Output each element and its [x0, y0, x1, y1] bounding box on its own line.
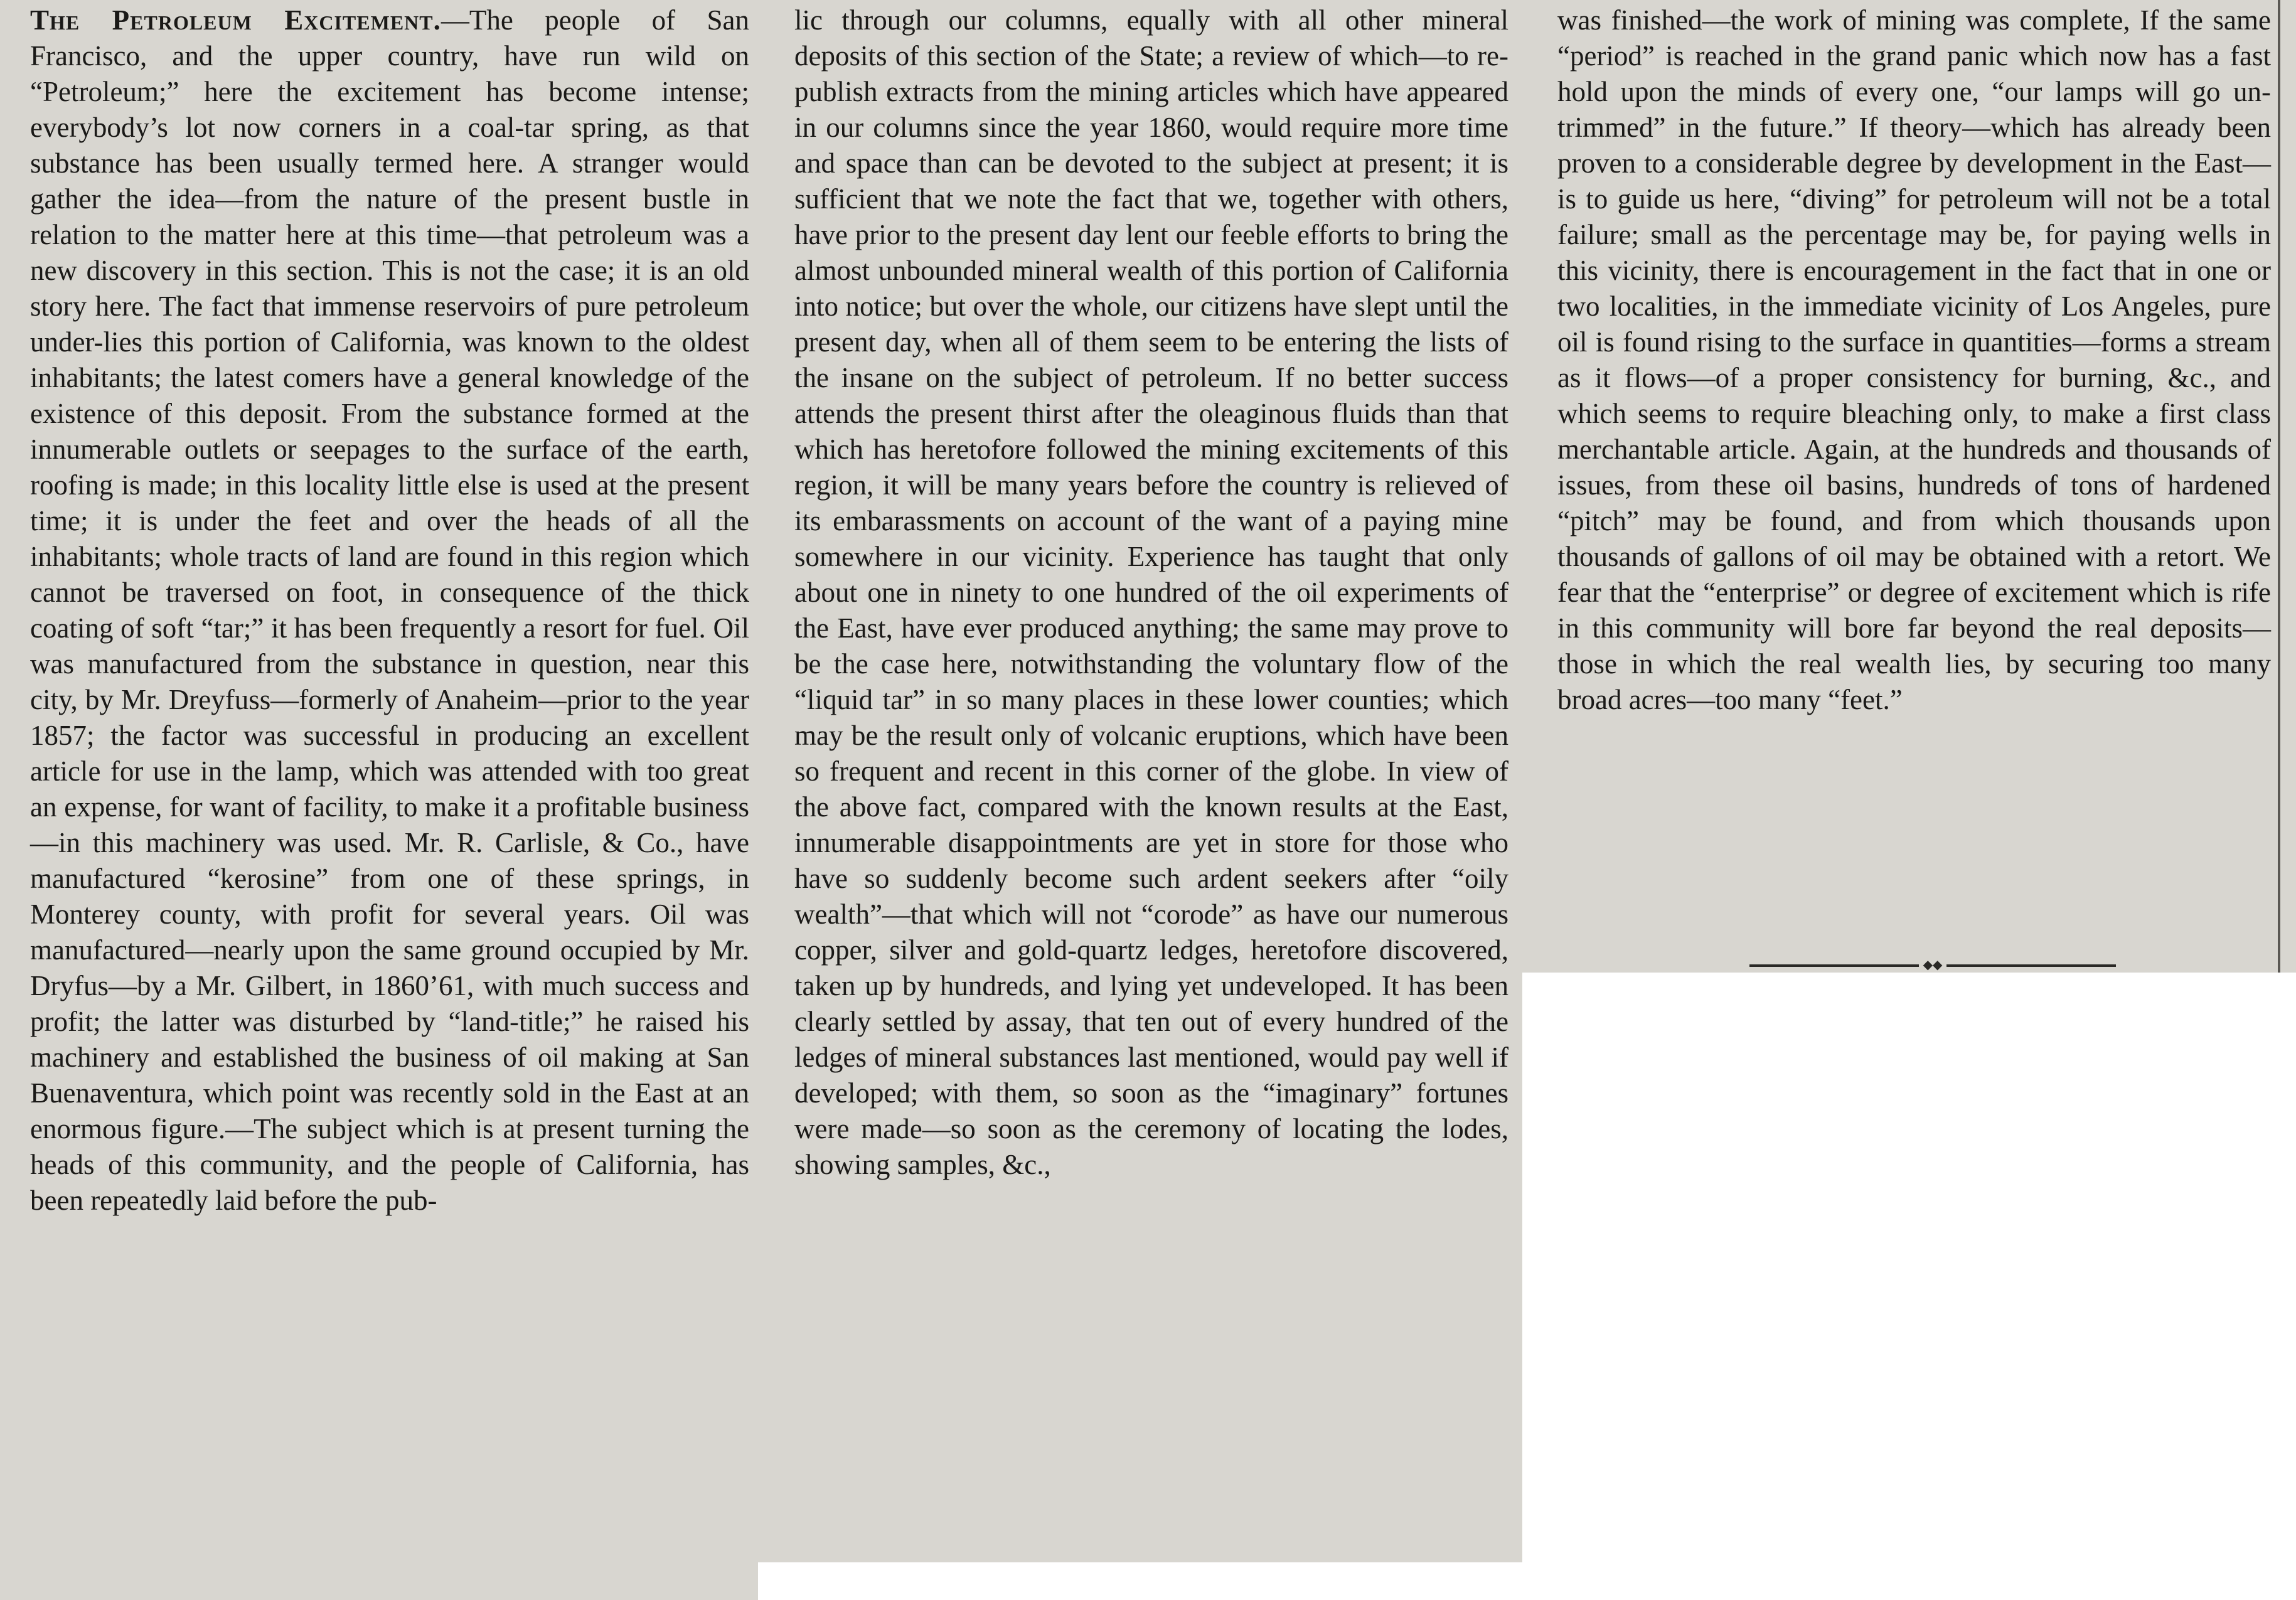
article-column-1 [0, 0, 758, 1600]
article-column-3 [1522, 0, 2296, 973]
end-of-article-divider [1726, 957, 2140, 972]
divider-line-right [1946, 964, 2116, 967]
column-2-text: lic through our columns, equally with all other mineral deposits of this section of the State; a review of which—to re-publish extracts from the mining articles which have appeared in our columns since the year 1860, would require more time and space than can be devoted to the subject at present; it is sufficient that we note the fact that we, together with others, have prior to the present day lent our feeble efforts to bring the almost unbounded mineral wealth of this portion of California into notice; but over the whole, our citizens have slept until the present day, when all of them seem to be entering the lists of the insane on the subject of petroleum. If no better success attends the present thirst after the oleaginous fluids than that which has heretofore followed the mining excitements of this region, it will be many years before the country is relieved of its embarassments on account of the want of a paying mine somewhere in our vicinity. Experience has taught that only about one in ninety to one hundred of the oil experiments of the East, have ever produced anything; the same may prove to be the case here, notwithstanding the voluntary flow of the “liquid tar” in so many places in these lower counties; which may be the result only of volcanic eruptions, which have been so frequent and recent in this corner of the globe. In view of the above fact, compared with the known results at the East, innumerable disappointments are yet in store for those who have so suddenly become such ardent seekers after “oily wealth”—that which will not “corode” as have our numerous copper, silver and gold-quartz ledges, heretofore discovered, taken up by hundreds, and lying yet undeveloped. It has been clearly settled by assay, that ten out of every hundred of the ledges of mineral substances last mentioned, would pay well if developed; with them, so soon as the “imaginary” fortunes were made—so soon as the ceremony of locating the lodes, showing samples, &c., [794, 4, 1508, 1180]
article-heading: The Petroleum Excitement. [30, 4, 441, 36]
article-paragraph-1 [30, 3, 749, 1219]
divider-line-left [1749, 964, 1919, 967]
divider-ornament-icon: ◆◆ [1923, 957, 1943, 972]
column-rule-right [2278, 0, 2280, 973]
column-3-text: was finished—the work of mining was complete, If the same “period” is reached in the grand panic which now has a fast hold upon the minds of every one, “our lamps will go un-trimmed” in the future.” If theory—which has already been proven to a considerable degree by development in the East—is to guide us here, “diving” for petroleum will not be a total failure; small as the percentage may be, for paying wells in this vicinity, there is encouragement in the fact that in one or two localities, in the immediate vicinity of Los Angeles, pure oil is found rising to the surface in quantities—forms a stream as it flows—of a proper consistency for burning, &c., and which seems to require bleaching only, to make a first class merchantable article. Again, at the hundreds and thousands of issues, from these oil basins, hundreds of tons of hardened “pitch” may be found, and from which thousands upon thousands of gallons of oil may be obtained with a retort. We fear that the “enterprise” or degree of excitement which is rife in this community will bore far beyond the real deposits—those in which the real wealth lies, by securing too many broad acres—too many “feet.” [1557, 4, 2271, 715]
column-1-text: —The people of San Francisco, and the upper country, have run wild on “Petroleum;” here the excitement has become intense; everybody’s lot now corners in a coal-tar spring, as that substance has been usually termed here. A stranger would gather the idea—from the nature of the present bustle in relation to the matter here at this time—that petroleum was a new discovery in this section. This is not the case; it is an old story here. The fact that immense reservoirs of pure petroleum under-lies this portion of California, was known to the oldest inhabitants; the latest comers have a general knowledge of the existence of this deposit. From the substance formed at the innumerable outlets or seepages to the surface of the earth, roofing is made; in this locality little else is used at the present time; it is under the feet and over the heads of all the inhabitants; whole tracts of land are found in this region which cannot be traversed on foot, in consequence of the thick coating of soft “tar;” it has been frequently a resort for fuel. Oil was manufactured from the substance in question, near this city, by Mr. Dreyfuss—formerly of Anaheim—prior to the year 1857; the factor was successful in producing an excellent article for use in the lamp, which was attended with too great an expense, for want of facility, to make it a profitable business—in this machinery was used. Mr. R. Carlisle, & Co., have manufactured “kerosine” from one of these springs, in Monterey county, with profit for several years. Oil was manufactured—nearly upon the same ground occupied by Mr. Dryfus—by a Mr. Gilbert, in 1860’61, with much success and profit; the latter was disturbed by “land-title;” he raised his machinery and established the business of oil making at San Buenaventura, which point was recently sold in the East at an enormous figure.—The subject which is at present turning the heads of this community, and the people of California, has been repeatedly laid before the pub- [30, 4, 749, 1216]
article-column-2 [758, 0, 1522, 1562]
